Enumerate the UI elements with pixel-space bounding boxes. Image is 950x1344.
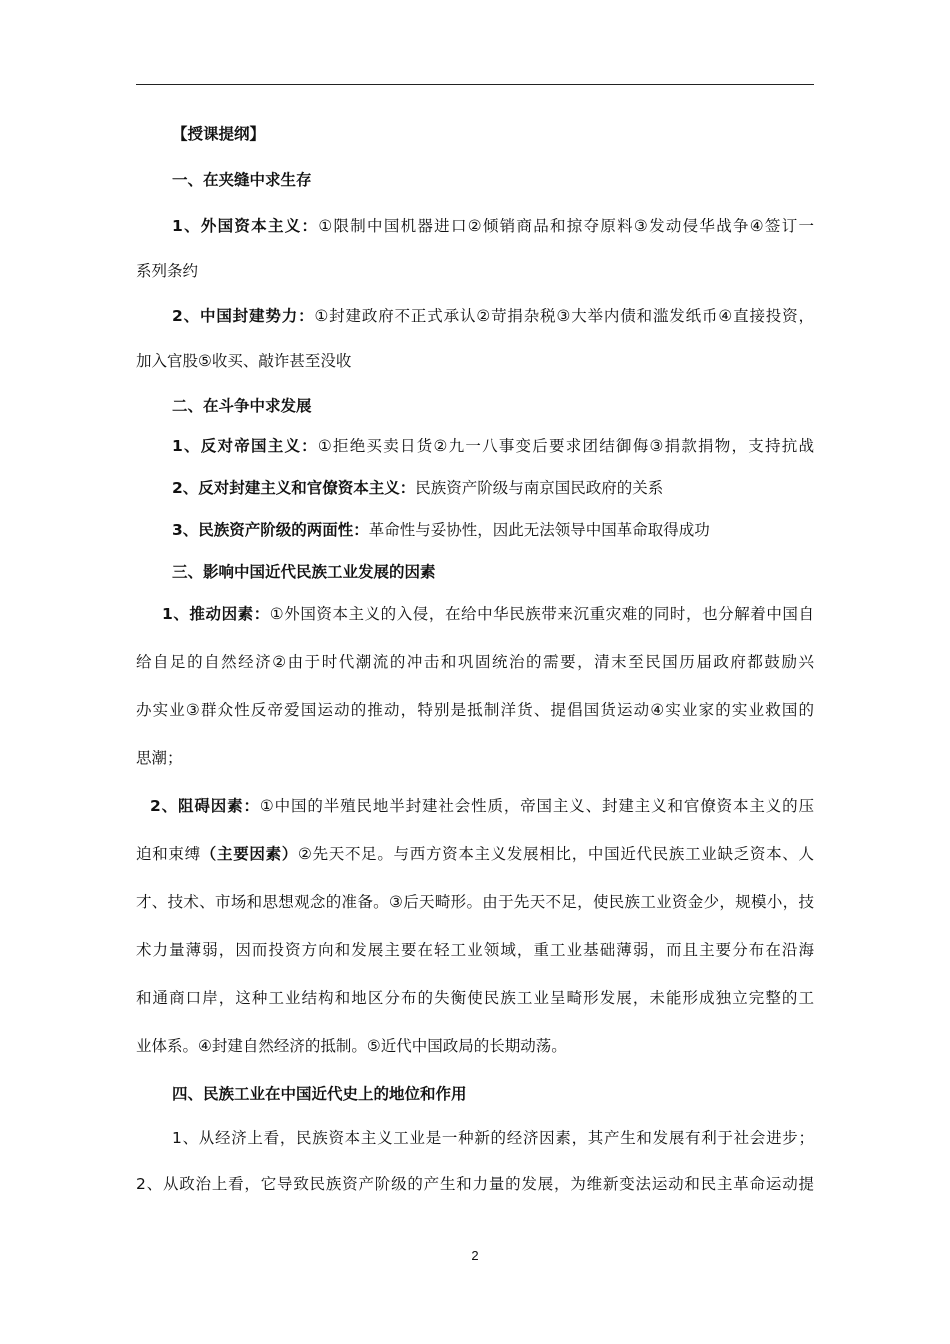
item-label: 1、反对帝国主义： bbox=[172, 437, 318, 455]
paragraph-continuation: 业体系。④封建自然经济的抵制。⑤近代中国政局的长期动荡。 bbox=[136, 1037, 567, 1055]
paragraph-anti-imperialism bbox=[136, 436, 814, 456]
item-text: ①封建政府不正式承认②苛捐杂税③大举内债和滥发纸币④直接投资， bbox=[314, 307, 814, 325]
paragraph-continuation: 和通商口岸，这种工业结构和地区分布的失衡使民族工业呈畸形发展，未能形成独立完整的工 bbox=[136, 989, 814, 1007]
item-label: 2、中国封建势力： bbox=[172, 307, 315, 325]
paragraph-continuation: 办实业③群众性反帝爱国运动的推动，特别是抵制洋货、提倡国货运动④实业家的实业救国的 bbox=[136, 701, 814, 719]
paragraph-duality bbox=[136, 520, 814, 540]
item-text: 革命性与妥协性，因此无法领导中国革命取得成功 bbox=[368, 521, 710, 539]
item-label: 2、阻碍因素： bbox=[150, 797, 260, 815]
section-title-3: 三、影响中国近代民族工业发展的因素 bbox=[172, 563, 436, 581]
paragraph-political-role: 2、从政治上看，它导致民族资产阶级的产生和力量的发展，为维新变法运动和民主革命运动提 bbox=[136, 1175, 814, 1193]
item-label: 3、民族资产阶级的两面性： bbox=[172, 521, 369, 539]
section-title-4: 四、民族工业在中国近代史上的地位和作用 bbox=[172, 1085, 467, 1103]
item-text: ①外国资本主义的入侵，在给中华民族带来沉重灾难的同时，也分解着中国自 bbox=[269, 605, 814, 623]
paragraph-continuation: 加入官股⑤收买、敲诈甚至没收 bbox=[136, 352, 352, 370]
section-title-2: 二、在斗争中求发展 bbox=[172, 397, 312, 415]
item-text: 民族资产阶级与南京国民政府的关系 bbox=[415, 479, 664, 497]
paragraph-continuation: 给自足的自然经济②由于时代潮流的冲击和巩固统治的需要，清末至民国历届政府都鼓励兴 bbox=[136, 653, 814, 671]
header-rule bbox=[136, 84, 814, 85]
paragraph-continuation: 才、技术、市场和思想观念的准备。③后天畸形。由于先天不足，使民族工业资金少，规模小，技 bbox=[136, 893, 814, 911]
paragraph-feudal-forces bbox=[136, 306, 814, 326]
item-text: ①中国的半殖民地半封建社会性质，帝国主义、封建主义和官僚资本主义的压 bbox=[259, 797, 814, 815]
paragraph-continuation: 术力量薄弱，因而投资方向和发展主要在轻工业领域，重工业基础薄弱，而且主要分布在沿海 bbox=[136, 941, 814, 959]
paragraph-continuation bbox=[136, 844, 814, 864]
item-text: 迫和束缚 bbox=[136, 845, 201, 863]
item-text: ②先天不足。与西方资本主义发展相比，中国近代民族工业缺乏资本、人 bbox=[297, 845, 814, 863]
item-text: ①拒绝买卖日货②九一八事变后要求团结御侮③捐款捐物，支持抗战 bbox=[317, 437, 814, 455]
item-label: 1、外国资本主义： bbox=[172, 217, 319, 235]
paragraph-economic-role: 1、从经济上看，民族资本主义工业是一种新的经济因素，其产生和发展有利于社会进步； bbox=[172, 1129, 814, 1147]
item-label: 2、反对封建主义和官僚资本主义： bbox=[172, 479, 416, 497]
paragraph-continuation: 系列条约 bbox=[136, 262, 199, 280]
section-title-1: 一、在夹缝中求生存 bbox=[172, 171, 312, 189]
page-number: 2 bbox=[471, 1248, 479, 1263]
emphasis-main-factor: （主要因素） bbox=[200, 845, 298, 863]
paragraph-obstacle-factors bbox=[136, 796, 814, 816]
paragraph-anti-feudalism bbox=[136, 478, 814, 498]
paragraph-driving-factors bbox=[136, 604, 814, 624]
item-label: 1、推动因素： bbox=[162, 605, 270, 623]
outline-heading: 【授课提纲】 bbox=[172, 125, 266, 143]
item-text: ①限制中国机器进口②倾销商品和掠夺原料③发动侵华战争④签订一 bbox=[318, 217, 814, 235]
paragraph-continuation: 思潮； bbox=[136, 749, 183, 767]
paragraph-foreign-capitalism bbox=[136, 216, 814, 236]
